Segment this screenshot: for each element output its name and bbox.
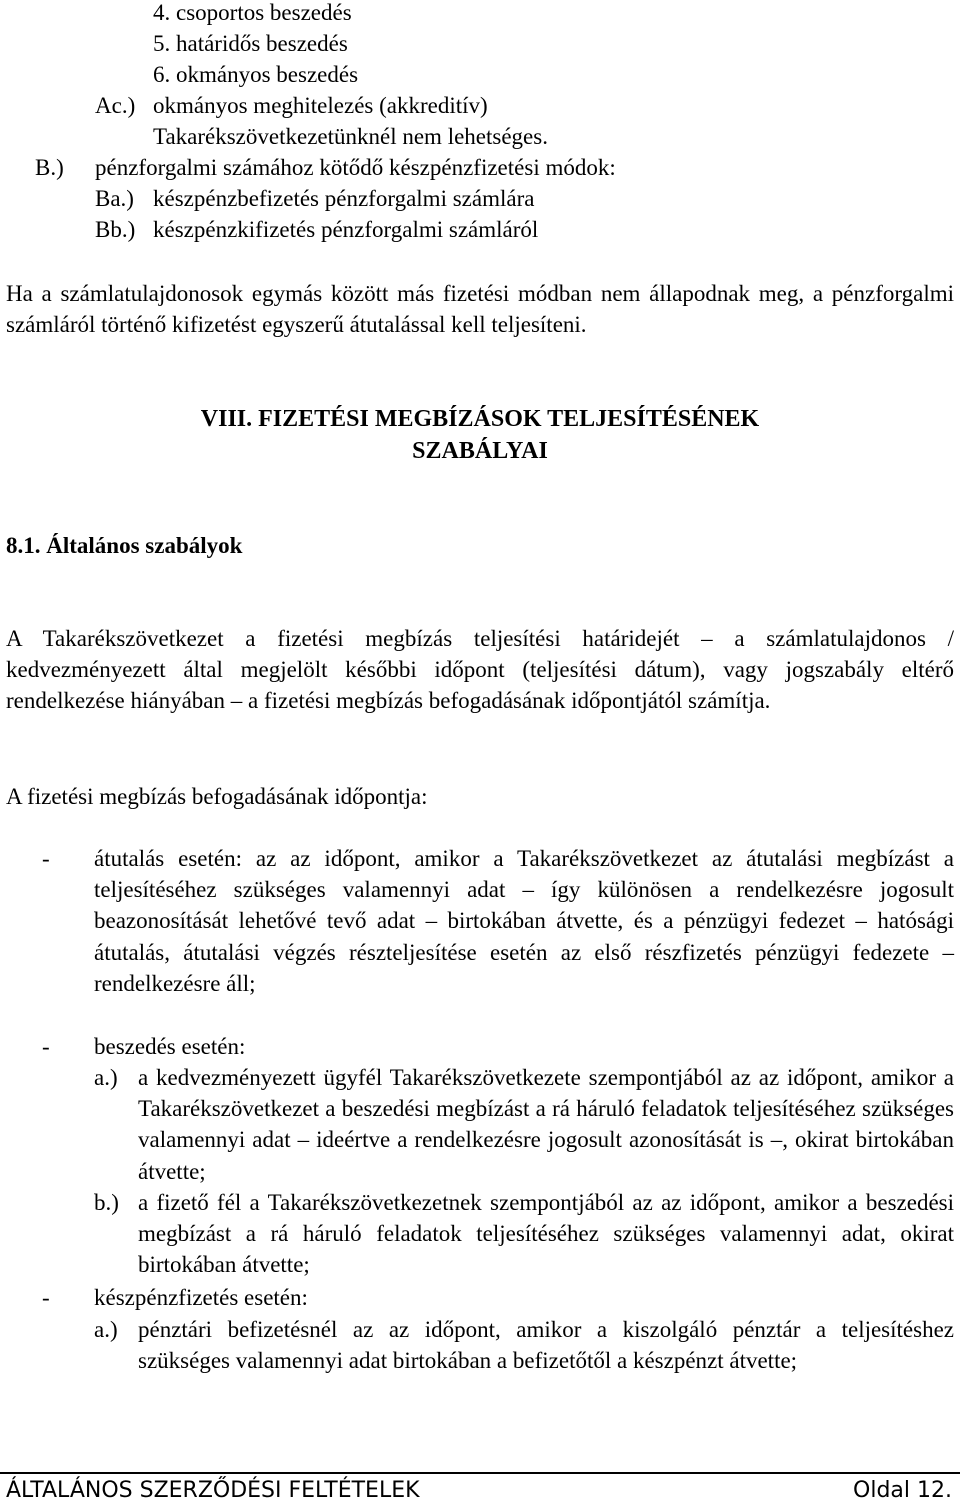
list-item-6: 6. okmányos beszedés [153,62,359,87]
list-text-b: pénzforgalmi számához kötődő készpénzfizetési módok: [95,155,616,180]
chapter-title-line2: SZABÁLYAI [412,438,548,464]
section-paragraph: A Takarékszövetkezet a fizetési megbízás teljesítési határidejét – a számlatulajdonos / kedvezményezett által megjelölt későbbi időpont (teljesítési dátum), vagy jogszabály eltérő rendelkezése hiányában – a fizetési megbízás befogadásának időpontjától számítja. [6,626,954,713]
paragraph-transfer-rule: Ha a számlatulajdonosok egymás között más fizetési módban nem állapodnak meg, a pénzforgalmi számláról történő kifizetést egyszerű átutalással kell teljesíteni. [6,281,954,337]
list-label-bb: Bb.) [95,217,136,242]
list-note-ac: Takarékszövetkezetünknél nem lehetséges. [153,124,548,149]
cash-bullet: - [42,1285,50,1310]
cash-a-text: pénztári befizetésnél az az időpont, amikor a kiszolgáló pénztár a teljesítéshez szükséges valamennyi adat birtokában a befizetőtől a készpénzt átvette; [138,1317,954,1374]
collection-a-label: a.) [94,1065,118,1090]
transfer-bullet: - [42,846,50,871]
cash-lead: készpénzfizetés esetén: [94,1285,308,1310]
collection-b-label: b.) [94,1190,119,1215]
list-text-bb: készpénzkifizetés pénzforgalmi számláról [153,217,539,242]
list-label-ba: Ba.) [95,186,134,211]
footer-divider [0,1472,960,1474]
transfer-rule [94,843,954,999]
chapter-title-line1: VIII. FIZETÉSI MEGBÍZÁSOK TELJESÍTÉSÉNEK [200,406,760,432]
section-intro: A fizetési megbízás befogadásának időpontja: [6,784,428,809]
transfer-lead: átutalás esetén: [94,846,242,871]
footer-page-number: Oldal 12. [853,1478,952,1503]
collection-b-text: a fizető fél a Takarékszövetkezetnek szempontjából az az időpont, amikor a beszedési megbízást a rá háruló feladatok teljesítéséhez szükséges valamennyi adat, okirat birtokában átvette; [138,1190,954,1278]
collection-a-text: a kedvezményezett ügyfél Takarékszövetkezete szempontjából az az időpont, amikor a Takarékszövetkezet a beszedési megbízást a rá háruló feladatok teljesítéséhez szükséges valamennyi adat – ideértve a rendelkezésre jogosult azonosítását is –, okirat birtokában átvette; [138,1065,954,1184]
list-text-ac: okmányos meghitelezés (akkreditív) [153,93,488,118]
footer-title: ÁLTALÁNOS SZERZŐDÉSI FELTÉTELEK [6,1478,420,1503]
list-item-5: 5. határidős beszedés [153,31,348,56]
transfer-text: az az időpont, amikor a Takarékszövetkezet az átutalási megbízást a teljesítéséhez szükséges valamennyi adat – így különösen a rendelkezésre jogosult beazonosítását lehetővé tevő adat – birtokában átvette, és a pénzügyi fedezet – hatósági átutalás, átutalási végzés részteljesítése esetén az első részfizetés pénzügyi fedezete – rendelkezésre áll; [94,846,954,996]
list-item-4: 4. csoportos beszedés [153,0,352,25]
cash-a-label: a.) [94,1317,118,1342]
section-heading: 8.1. Általános szabályok [6,533,243,558]
list-text-ba: készpénzbefizetés pénzforgalmi számlára [153,186,535,211]
collection-lead: beszedés esetén: [94,1034,246,1059]
collection-bullet: - [42,1034,50,1059]
list-label-ac: Ac.) [95,93,136,118]
list-label-b: B.) [35,155,64,180]
